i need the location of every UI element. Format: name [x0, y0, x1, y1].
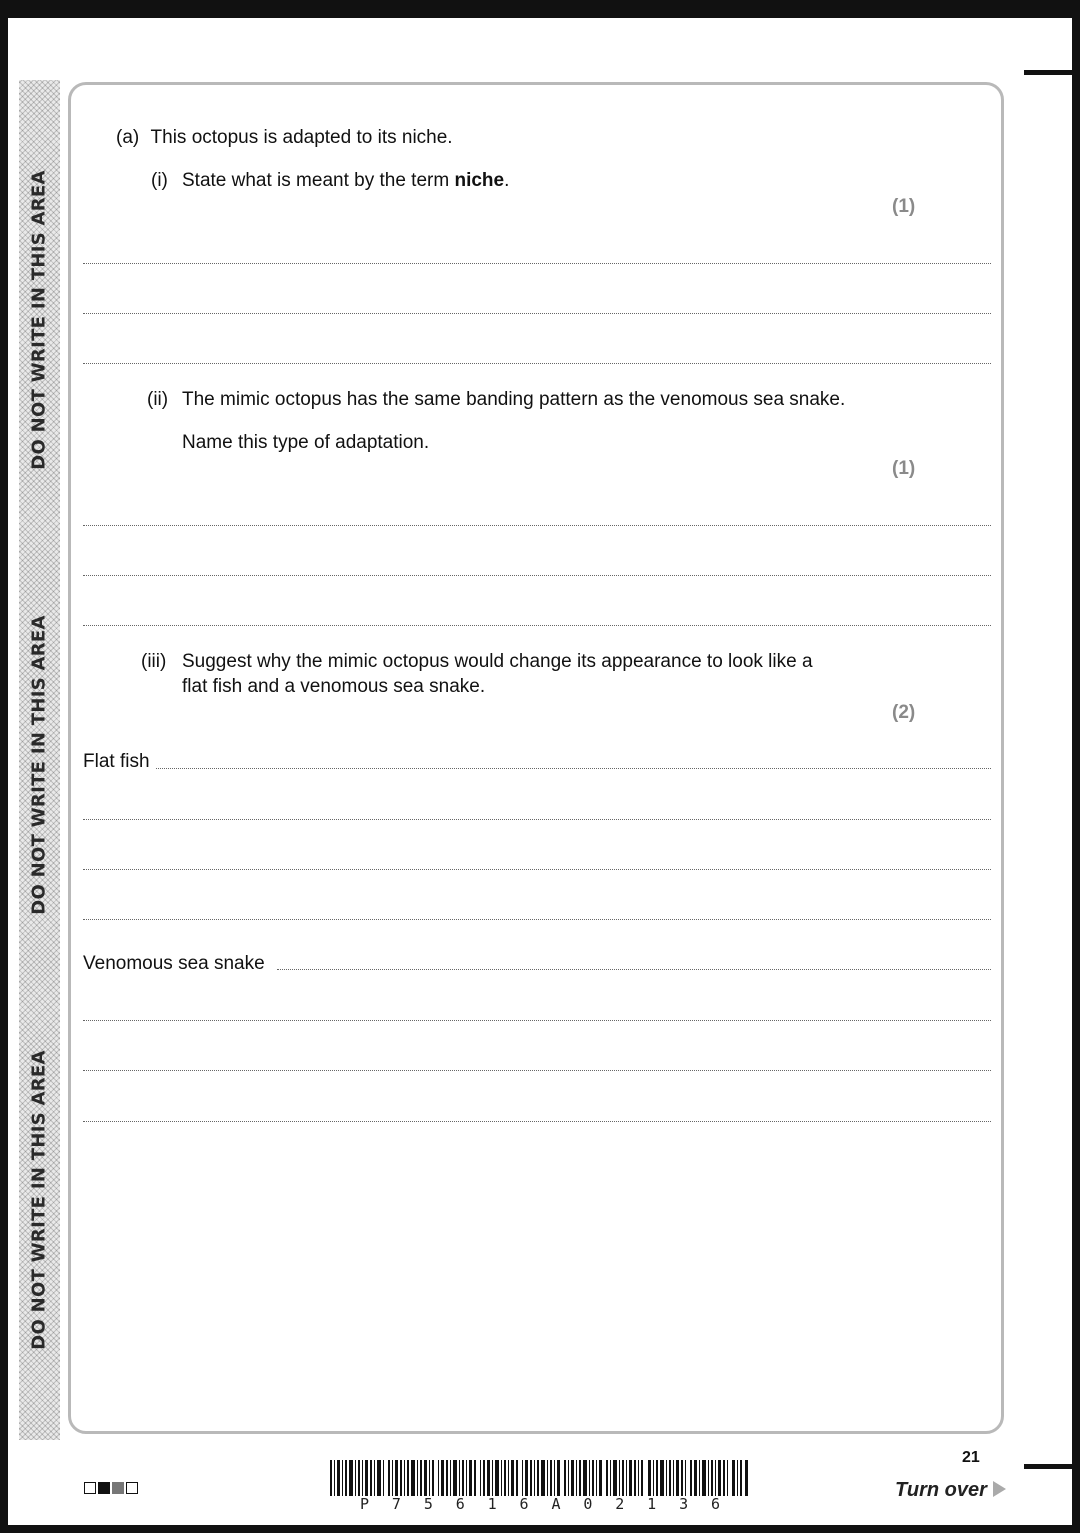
marks-iii: (2) [892, 702, 916, 723]
scan-border-left [0, 0, 8, 1533]
sub-question-iii-label: (iii) [141, 651, 167, 672]
answer-line[interactable] [83, 525, 991, 526]
question-part-a [116, 127, 453, 149]
answer-label-flat-fish: Flat fish [83, 751, 150, 772]
turn-over-label: Turn over [895, 1479, 987, 1501]
barcode-char: 5 [423, 1495, 433, 1513]
answer-line-flat-fish[interactable] [156, 768, 991, 769]
answer-line-sea-snake[interactable] [277, 969, 991, 970]
answer-line[interactable] [83, 1070, 991, 1071]
sub-question-i-label: (i) [151, 170, 168, 191]
answer-line[interactable] [83, 313, 991, 314]
sub-question-ii-label: (ii) [147, 389, 169, 410]
registration-mark-bottom [1024, 1464, 1072, 1469]
margin-warning: DO NOT WRITE IN THIS AREA [28, 1050, 50, 1350]
barcode-char: 1 [647, 1495, 657, 1513]
sub-question-iii-line1: Suggest why the mimic octopus would change its appearance to look like a [182, 651, 813, 672]
answer-line[interactable] [83, 819, 991, 820]
marker-square [84, 1482, 96, 1494]
barcode-char: 6 [519, 1495, 529, 1513]
margin-warning: DO NOT WRITE IN THIS AREA [28, 170, 50, 470]
answer-line[interactable] [83, 263, 991, 264]
sub-i-keyword: niche [454, 170, 505, 191]
barcode-char: 6 [455, 1495, 465, 1513]
answer-line[interactable] [83, 625, 991, 626]
answer-line[interactable] [83, 575, 991, 576]
barcode-char: 1 [487, 1495, 497, 1513]
marks-ii: (1) [892, 458, 916, 479]
part-a-label: (a) [116, 127, 140, 148]
answer-line[interactable] [83, 919, 991, 920]
registration-mark-top [1024, 70, 1072, 75]
sub-i-text-before: State what is meant by the term [182, 170, 455, 191]
barcode-char: A [551, 1495, 561, 1513]
marker-square [98, 1482, 110, 1494]
answer-line[interactable] [83, 1020, 991, 1021]
margin-warning: DO NOT WRITE IN THIS AREA [28, 615, 50, 915]
barcode-char: 3 [679, 1495, 689, 1513]
scan-border-top [0, 0, 1080, 18]
barcode-char: 7 [391, 1495, 401, 1513]
barcode-text [360, 1495, 720, 1513]
barcode-char: 6 [710, 1495, 720, 1513]
marks-i: (1) [892, 196, 916, 217]
barcode [330, 1460, 748, 1496]
scan-border-bottom [0, 1525, 1080, 1533]
page-marker-squares [84, 1482, 138, 1494]
answer-line[interactable] [83, 363, 991, 364]
sub-i-text-after: . [504, 170, 510, 191]
answer-line[interactable] [83, 869, 991, 870]
marker-square [112, 1482, 124, 1494]
answer-box [68, 82, 1004, 1434]
part-a-text: This octopus is adapted to its niche. [150, 127, 453, 148]
barcode-char: 2 [615, 1495, 625, 1513]
scan-border-right [1072, 0, 1080, 1533]
page-number: 21 [962, 1449, 980, 1466]
barcode-char: 0 [583, 1495, 593, 1513]
answer-line[interactable] [83, 1121, 991, 1122]
sub-question-i-text [182, 170, 509, 192]
play-arrow-icon [993, 1481, 1006, 1497]
barcode-char: P [360, 1495, 370, 1513]
sub-question-ii-line1: The mimic octopus has the same banding pattern as the venomous sea snake. [182, 389, 846, 410]
answer-label-sea-snake: Venomous sea snake [83, 953, 265, 974]
sub-question-ii-line2: Name this type of adaptation. [182, 432, 430, 453]
sub-question-iii-line2: flat fish and a venomous sea snake. [182, 676, 486, 697]
marker-square [126, 1482, 138, 1494]
